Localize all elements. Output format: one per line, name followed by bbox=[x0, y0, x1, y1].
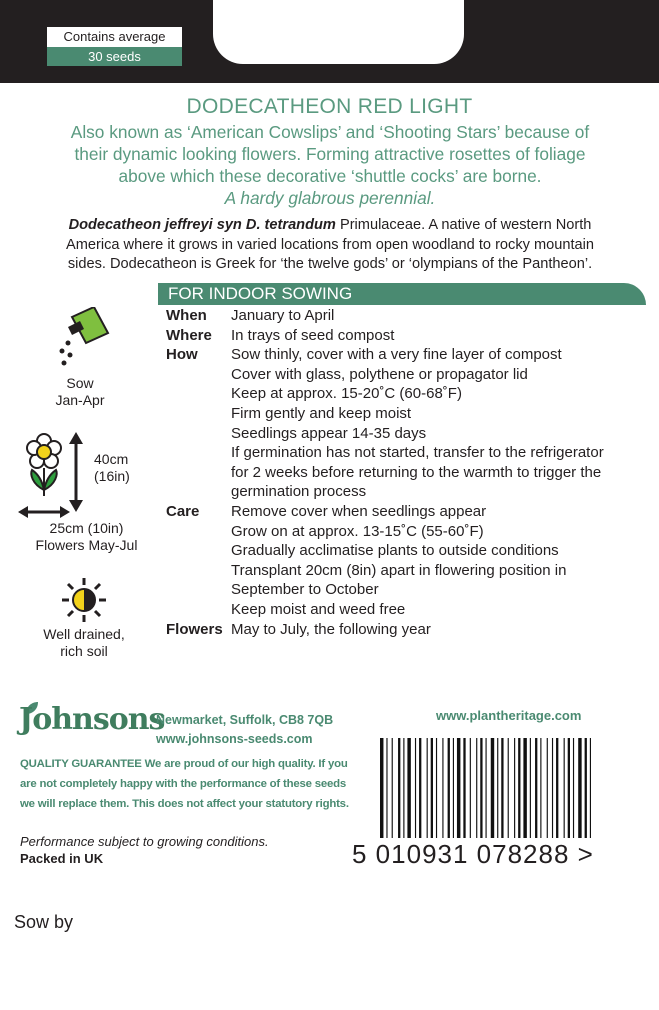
indoor-sowing-banner: FOR INDOOR SOWING bbox=[158, 283, 646, 305]
barcode-bar bbox=[564, 738, 565, 838]
instruction-value: for 2 weeks before returning to the warmth to trigger the bbox=[231, 463, 602, 481]
sow-by-label: Sow by bbox=[14, 912, 74, 932]
instruction-row bbox=[166, 502, 646, 522]
instruction-key bbox=[166, 384, 231, 404]
instruction-key bbox=[166, 404, 231, 424]
sow-label: Sow bbox=[66, 375, 94, 391]
sow-icon-block bbox=[40, 307, 120, 409]
barcode-bar bbox=[530, 738, 531, 838]
quality-guarantee bbox=[20, 754, 350, 814]
barcode-bar bbox=[508, 738, 509, 838]
seed-packet-icon bbox=[50, 307, 110, 371]
soil-line1: Well drained, bbox=[43, 626, 125, 642]
instruction-value: Grow on at approx. 13-15˚C (55-60˚F) bbox=[231, 522, 484, 540]
instruction-row bbox=[166, 443, 646, 463]
instruction-value: Remove cover when seedlings appear bbox=[231, 502, 487, 520]
barcode-bar bbox=[463, 738, 465, 838]
barcode-bar bbox=[457, 738, 460, 838]
barcode-bar bbox=[476, 738, 477, 838]
spread-label: 25cm (10in) bbox=[49, 520, 124, 536]
barcode-bar bbox=[403, 738, 404, 838]
plantheritage-link[interactable]: www.plantheritage.com bbox=[436, 708, 582, 723]
barcode-bar bbox=[398, 738, 400, 838]
barcode-bar bbox=[523, 738, 526, 838]
instruction-key: Care bbox=[166, 502, 200, 520]
packed-text: Packed in UK bbox=[20, 851, 104, 866]
instruction-key bbox=[166, 463, 231, 483]
instruction-value: September to October bbox=[231, 581, 379, 599]
barcode-bar bbox=[431, 738, 433, 838]
instruction-row bbox=[166, 580, 646, 600]
flower-size-icon bbox=[18, 432, 98, 520]
height-cm: 40cm bbox=[94, 451, 129, 467]
barcode-digits: 5 010931 078288 > bbox=[352, 839, 594, 869]
instruction-row bbox=[166, 424, 646, 444]
instruction-row bbox=[166, 326, 646, 346]
barcode-bar bbox=[552, 738, 553, 838]
instruction-row bbox=[166, 561, 646, 581]
instruction-value: May to July, the following year bbox=[231, 620, 431, 638]
instruction-row bbox=[166, 541, 646, 561]
latin-name: Dodecatheon jeffreyi syn D. tetrandum bbox=[68, 217, 336, 233]
guarantee-line2: are not completely happy with the performance of these seeds bbox=[20, 778, 347, 790]
guarantee-line3: we will replace them. This does not affect your statutory rights. bbox=[20, 798, 349, 810]
instruction-key bbox=[166, 541, 231, 561]
address-line2[interactable]: www.johnsons-seeds.com bbox=[156, 732, 313, 746]
barcode-bar bbox=[501, 738, 503, 838]
flowering-months: Flowers May-Jul bbox=[35, 537, 138, 553]
seed-count-line2: 30 seeds bbox=[47, 47, 182, 66]
address-line1: Newmarket, Suffolk, CB8 7QB bbox=[156, 713, 334, 727]
barcode-bar bbox=[497, 738, 498, 838]
label-window bbox=[213, 0, 464, 64]
intro-text bbox=[20, 121, 640, 209]
barcode-bar bbox=[480, 738, 482, 838]
barcode-bar bbox=[453, 738, 454, 838]
barcode-bar bbox=[590, 738, 591, 838]
barcode-bar bbox=[380, 738, 383, 838]
botanical-family: Primulaceae. A native of western North bbox=[335, 217, 592, 233]
instruction-key bbox=[166, 443, 231, 463]
instruction-value: Seedlings appear 14-35 days bbox=[231, 424, 427, 442]
brand-logo: Johnsons bbox=[19, 702, 165, 737]
instruction-key bbox=[166, 600, 231, 620]
instruction-value: Gradually acclimatise plants to outside conditions bbox=[231, 542, 559, 560]
instruction-value: If germination has not started, transfer to the refrigerator bbox=[231, 444, 604, 462]
instruction-value: germination process bbox=[231, 483, 367, 501]
barcode-bar bbox=[436, 738, 437, 838]
instruction-value: Sow thinly, cover with a very fine layer of compost bbox=[231, 346, 562, 364]
height-in: (16in) bbox=[94, 468, 130, 484]
instruction-value: Keep moist and weed free bbox=[231, 600, 406, 618]
instruction-row bbox=[166, 522, 646, 542]
seed-count-line1: Contains average bbox=[63, 29, 166, 44]
barcode bbox=[380, 738, 635, 846]
intro-hardy: A hardy glabrous perennial. bbox=[224, 188, 436, 208]
barcode-bar bbox=[448, 738, 450, 838]
barcode-bar bbox=[486, 738, 487, 838]
barcode-bar bbox=[556, 738, 558, 838]
barcode-bar bbox=[470, 738, 471, 838]
size-icon-block bbox=[14, 432, 164, 560]
botanical-description bbox=[14, 216, 646, 275]
barcode-bar bbox=[442, 738, 443, 838]
instruction-key bbox=[166, 365, 231, 385]
instruction-value: Cover with glass, polythene or propagator lid bbox=[231, 365, 528, 383]
instruction-key bbox=[166, 424, 231, 444]
barcode-bar bbox=[585, 738, 587, 838]
barcode-bar bbox=[547, 738, 548, 838]
instruction-row bbox=[166, 384, 646, 404]
sow-months: Jan-Apr bbox=[55, 392, 105, 408]
instruction-key bbox=[166, 580, 231, 600]
barcode-bar bbox=[518, 738, 520, 838]
instruction-key bbox=[166, 482, 231, 502]
intro-line1: Also known as ‘American Cowslips’ and ‘Shooting Stars’ because of bbox=[70, 122, 590, 142]
barcode-bar bbox=[415, 738, 416, 838]
sowing-instructions bbox=[166, 306, 646, 639]
performance-note bbox=[20, 833, 269, 867]
product-title: DODECATHEON RED LIGHT bbox=[186, 95, 473, 118]
instruction-key: Where bbox=[166, 326, 212, 344]
barcode-bar bbox=[514, 738, 515, 838]
barcode-bar bbox=[568, 738, 570, 838]
performance-text: Performance subject to growing conditions. bbox=[20, 834, 269, 849]
seed-count-box bbox=[47, 27, 182, 66]
barcode-bar bbox=[419, 738, 421, 838]
botanical-line2: America where it grows in varied locations from open woodland to rocky mountain bbox=[65, 236, 595, 253]
instruction-row bbox=[166, 482, 646, 502]
barcode-bar bbox=[540, 738, 541, 838]
instruction-key: How bbox=[166, 346, 198, 364]
soil-line2: rich soil bbox=[60, 643, 108, 659]
instruction-key: When bbox=[166, 307, 207, 324]
guarantee-line1: QUALITY GUARANTEE We are proud of our high quality. If you bbox=[20, 758, 348, 770]
instruction-value: Firm gently and keep moist bbox=[231, 404, 412, 422]
instruction-value: Keep at approx. 15-20˚C (60-68˚F) bbox=[231, 385, 462, 403]
barcode-bar bbox=[535, 738, 537, 838]
barcode-bar bbox=[427, 738, 428, 838]
instruction-row bbox=[166, 404, 646, 424]
instruction-row bbox=[166, 463, 646, 483]
partial-sun-icon bbox=[62, 578, 106, 622]
barcode-bar bbox=[392, 738, 393, 838]
instruction-row bbox=[166, 620, 646, 640]
intro-line2: their dynamic looking flowers. Forming attractive rosettes of foliage bbox=[74, 144, 586, 164]
barcode-bar bbox=[491, 738, 494, 838]
barcode-bar bbox=[386, 738, 387, 838]
instruction-value: January to April bbox=[231, 307, 335, 324]
barcode-bar bbox=[578, 738, 581, 838]
instruction-key: Flowers bbox=[166, 620, 223, 638]
instruction-row bbox=[166, 365, 646, 385]
soil-icon-block bbox=[34, 578, 134, 660]
instruction-value: In trays of seed compost bbox=[231, 326, 395, 344]
instruction-row bbox=[166, 306, 646, 326]
address bbox=[156, 711, 333, 749]
intro-line3: above which these decorative ‘shuttle cocks’ are borne. bbox=[118, 166, 542, 186]
instruction-value: Transplant 20cm (8in) apart in flowering position in bbox=[231, 561, 567, 579]
instruction-key bbox=[166, 561, 231, 581]
instruction-row bbox=[166, 600, 646, 620]
barcode-bar bbox=[407, 738, 410, 838]
instruction-row bbox=[166, 345, 646, 365]
botanical-line3: sides. Dodecatheon is Greek for ‘the twelve gods’ or ‘olympians of the Pantheon’. bbox=[67, 256, 593, 272]
instruction-key bbox=[166, 522, 231, 542]
barcode-bar bbox=[573, 738, 574, 838]
